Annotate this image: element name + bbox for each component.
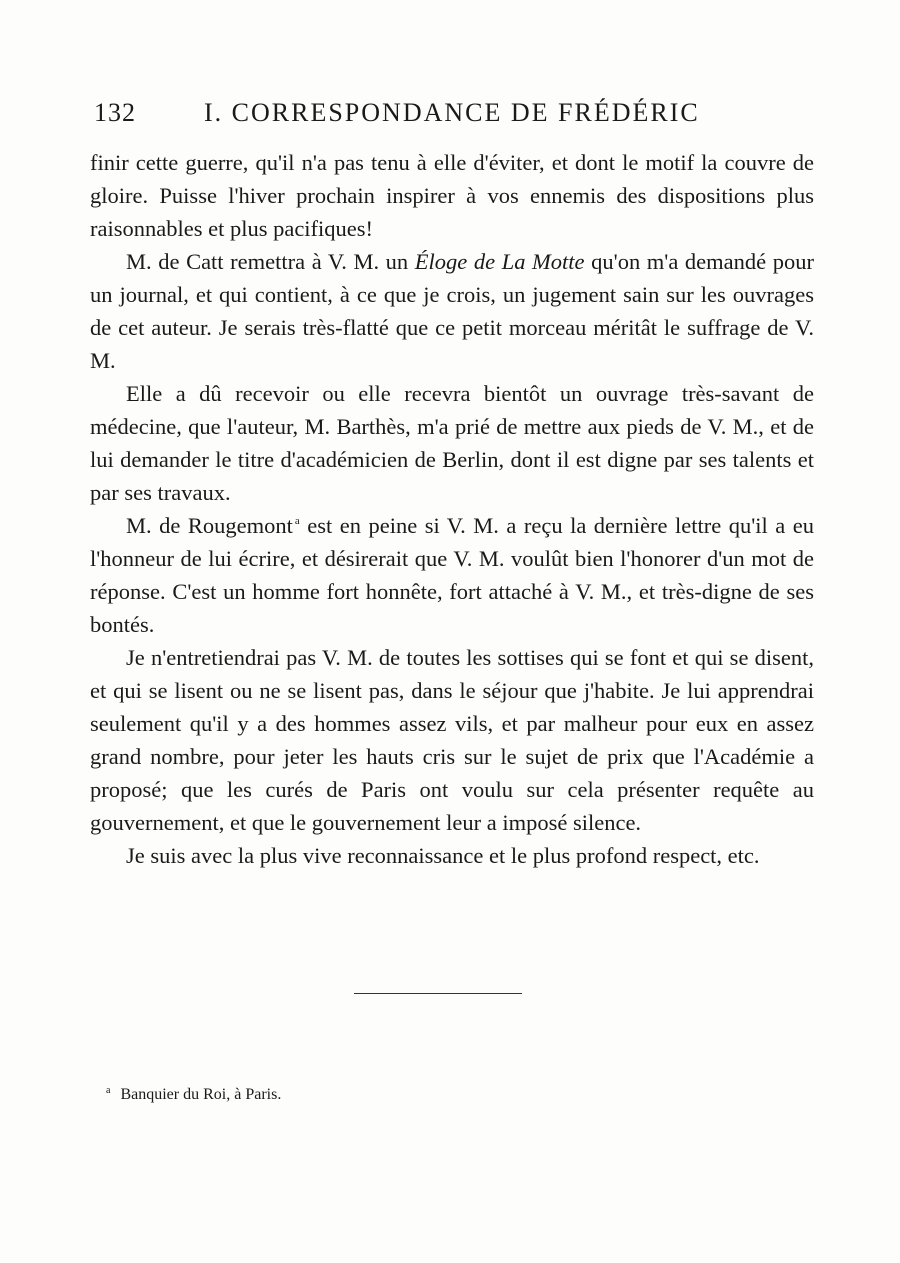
page-number: 132 [94,98,136,127]
running-head [94,98,814,134]
paragraph-2 [90,245,814,377]
paragraph-4-text-start: M. de Rougemont [126,513,293,538]
footnote-reference: a [294,515,300,527]
paragraph-5: Je n'entretiendrai pas V. M. de toutes les sottises qui se font et qui se disent, et qui se lisent ou ne se lisent pas, dans le séjour que j'habite. Je lui apprendrai seulement qu'il y a des hommes assez vils, et par malheur pour eux en assez grand nombre, pour jeter les hauts cris sur le sujet de prix que l'Académie a proposé; que les curés de Paris ont voulu sur cela présenter requête au gouvernement, et que le gouvernement leur a imposé silence. [90,645,814,835]
header-title: I. CORRESPONDANCE DE FRÉDÉRIC [204,98,700,127]
work-title-eloge-de-la-motte: Éloge de La Motte [414,249,585,274]
paragraph-4-text-end: est en peine si V. M. a reçu la dernière lettre qu'il a eu l'honneur de lui écrire, et désirerait que V. M. voulût bien l'honorer d'un mot de réponse. C'est un homme fort honnête, fort attaché à V. M., et très-digne de ses bontés. [90,513,814,637]
footnote [106,1085,281,1104]
paragraph-6: Je suis avec la plus vive reconnaissance et le plus profond respect, etc. [126,843,760,868]
paragraph-4 [90,509,814,641]
section-divider [354,993,522,994]
paragraph-3: Elle a dû recevoir ou elle recevra bientôt un ouvrage très-savant de médecine, que l'auteur, M. Barthès, m'a prié de mettre aux pieds de V. M., et de lui demander le titre d'académicien de Berlin, dont il est digne par ses talents et par ses travaux. [90,381,814,505]
paragraph-1: finir cette guerre, qu'il n'a pas tenu à elle d'éviter, et dont le motif la couvre de gloire. Puisse l'hiver prochain inspirer à vos ennemis des dispositions plus raisonnables et plus pacifiques! [90,150,814,241]
letter-body [90,146,814,872]
footnote-mark: a [106,1085,111,1096]
paragraph-2-text-start: M. de Catt remettra à V. M. un [126,249,415,274]
paragraph-2-text-end: qu'on m'a demandé pour un journal, et qui contient, à ce que je crois, un jugement sain sur les ouvrages de cet auteur. Je serais très-flatté que ce petit morceau méritât le suffrage de V. M. [90,249,814,373]
footnote-text: Banquier du Roi, à Paris. [120,1086,282,1103]
